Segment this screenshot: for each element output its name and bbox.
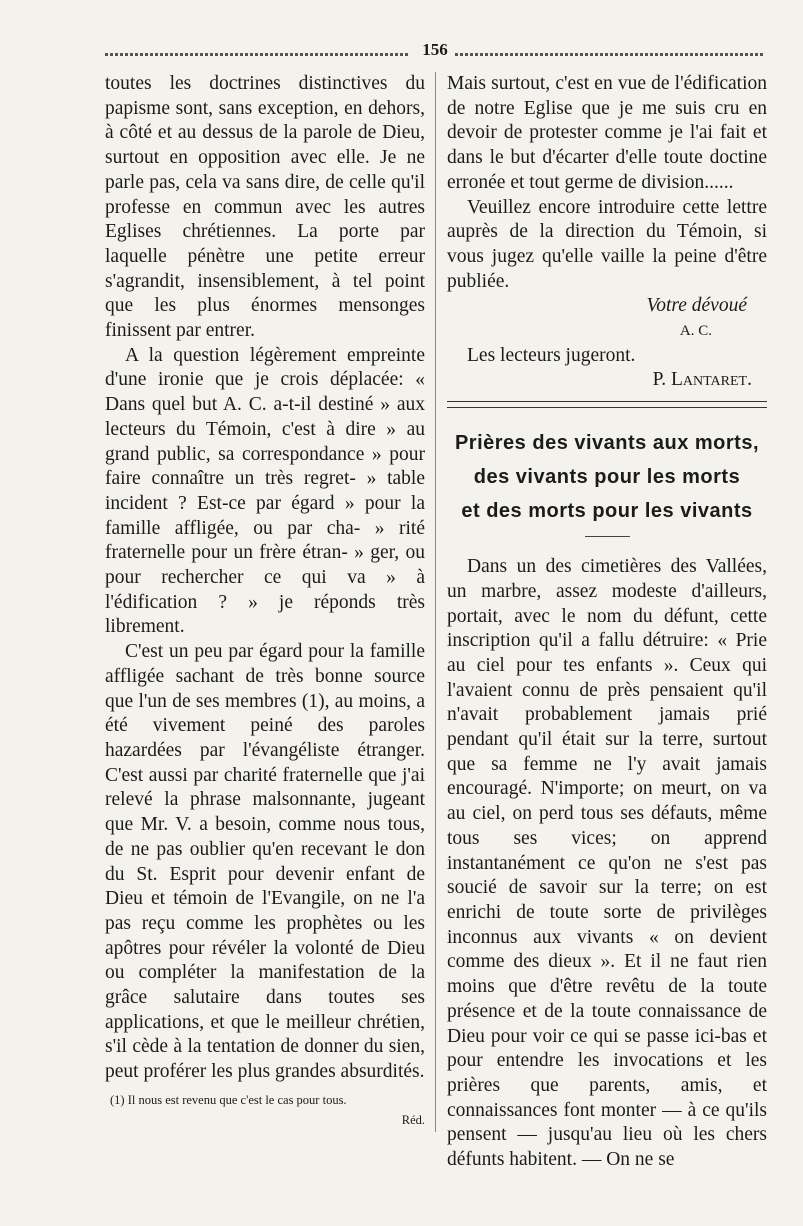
- left-paragraph-1: toutes les doctrines distinctives du papisme sont, sans exception, en dehors, à côté et au dessus de la parole de Dieu, surtout en opposition avec elle. Je ne parle pas, cela va sans dire, de celle qu'il professe en commun avec les autres Eglises chrétiennes. La porte par laquelle pénètre une petite erreur s'agrandit, insensiblement, à tel point que les plus énormes mensonges finissent par entrer.: [105, 73, 425, 342]
- footnote-text: (1) Il nous est revenu que c'est le cas pour tous.: [110, 1093, 347, 1107]
- header-rule-left: [105, 53, 410, 56]
- header-rule-right: [455, 53, 765, 56]
- right-column: [447, 72, 767, 1173]
- footnote: [110, 1090, 425, 1130]
- article-title-line-2: des vivants pour les morts: [473, 466, 741, 489]
- article-title-line-3: et des morts pour les vivants: [461, 500, 753, 523]
- right-paragraph-1: Mais surtout, c'est en vue de l'édification de notre Eglise que je me suis cru en devoir de protester comme je l'ai fait et dans le but d'écarter d'elle toute doctine erronée et tout germe de division......: [447, 73, 767, 193]
- title-rule: [585, 536, 630, 537]
- column-divider: [435, 72, 436, 1132]
- left-paragraph-2: A la question légèrement empreinte d'une ironie que je crois déplacée: « Dans quel but A. C. a-t-il destiné » aux lecteurs du Témoin, c'est à dire » au grand public, sa correspondance » pour faire connaître un très regret- » table incident ? Est-ce par égard » pour la famille affligée, ou par cha- » rité fraternelle pour un frère étran- » ger, ou pour rechercher ce qui va » à l'édification ? » je réponds très librement.: [105, 344, 425, 638]
- signature: P. Lantaret.: [652, 369, 752, 391]
- footnote-signature: Réd.: [401, 1113, 425, 1127]
- readers-note: Les lecteurs jugeront.: [467, 344, 636, 366]
- letter-closing: Votre dévoué: [646, 295, 747, 317]
- page-header: [105, 40, 765, 64]
- left-column: [105, 72, 425, 1085]
- article-paragraph: Dans un des cimetières des Vallées, un marbre, assez modeste d'ailleurs, portait, avec le nom du défunt, cette inscription qu'il a fallu détruire: « Prie au ciel pour tes enfants ». Ceux qui l'avaient connu de près pensaient qu'il n'avait probablement jamais prié pendant qu'il était sur la terre, surtout que sa femme ne l'y avait jamais encouragé. N'importe; on meurt, on va au ciel, on perd tous ses défauts, même tous ses vices; on apprend instantanément ce qu'on ne s'est pas soucié de savoir sur la terre; on est enrichi de toute sorte de privilèges inconnus aux vivants « on devient comme des dieux ». Et il ne faut rien moins que d'être revêtu de la toute présence et de la toute connaissance de Dieu pour voir ce qui se passe ici-bas et pour entendre les invocations et les prières que parents, amis, et connaissances font monter — à ce qu'ils pensent — jusqu'au lieu où les chers défunts habitent. — On ne se: [447, 556, 767, 1171]
- left-paragraph-3: C'est un peu par égard pour la famille affligée sachant de très bonne source que l'un de ses membres (1), au moins, a été vivement peiné des paroles hazardées par l'évangéliste étranger. C'est aussi par charité fraternelle que j'ai relevé la phrase malsonnante, jugeant que Mr. V. a besoin, comme nous tous, de ne pas oublier qu'en recevant le don du St. Esprit pour devenir enfant de Dieu et témoin de l'Evangile, on ne l'a pas reçu comme les prophètes ou les apôtres pour révéler la volonté de Dieu ou compléter la manifestation de la grâce salutaire dans toutes ses applications, et que le meilleur chrétien, s'il cède à la tentation de donner du sien, peut proférer les plus grandes absurdités.: [105, 641, 425, 1083]
- right-paragraph-2: Veuillez encore introduire cette lettre auprès de la direction du Témoin, si vous jugez qu'elle vaille la peine d'être publiée.: [447, 196, 767, 292]
- article-title-line-1: Prières des vivants aux morts,: [454, 432, 760, 455]
- section-separator: [447, 401, 767, 408]
- article-title: [447, 426, 767, 528]
- letter-initials: A. C.: [679, 323, 712, 340]
- page-number: 156: [422, 40, 448, 59]
